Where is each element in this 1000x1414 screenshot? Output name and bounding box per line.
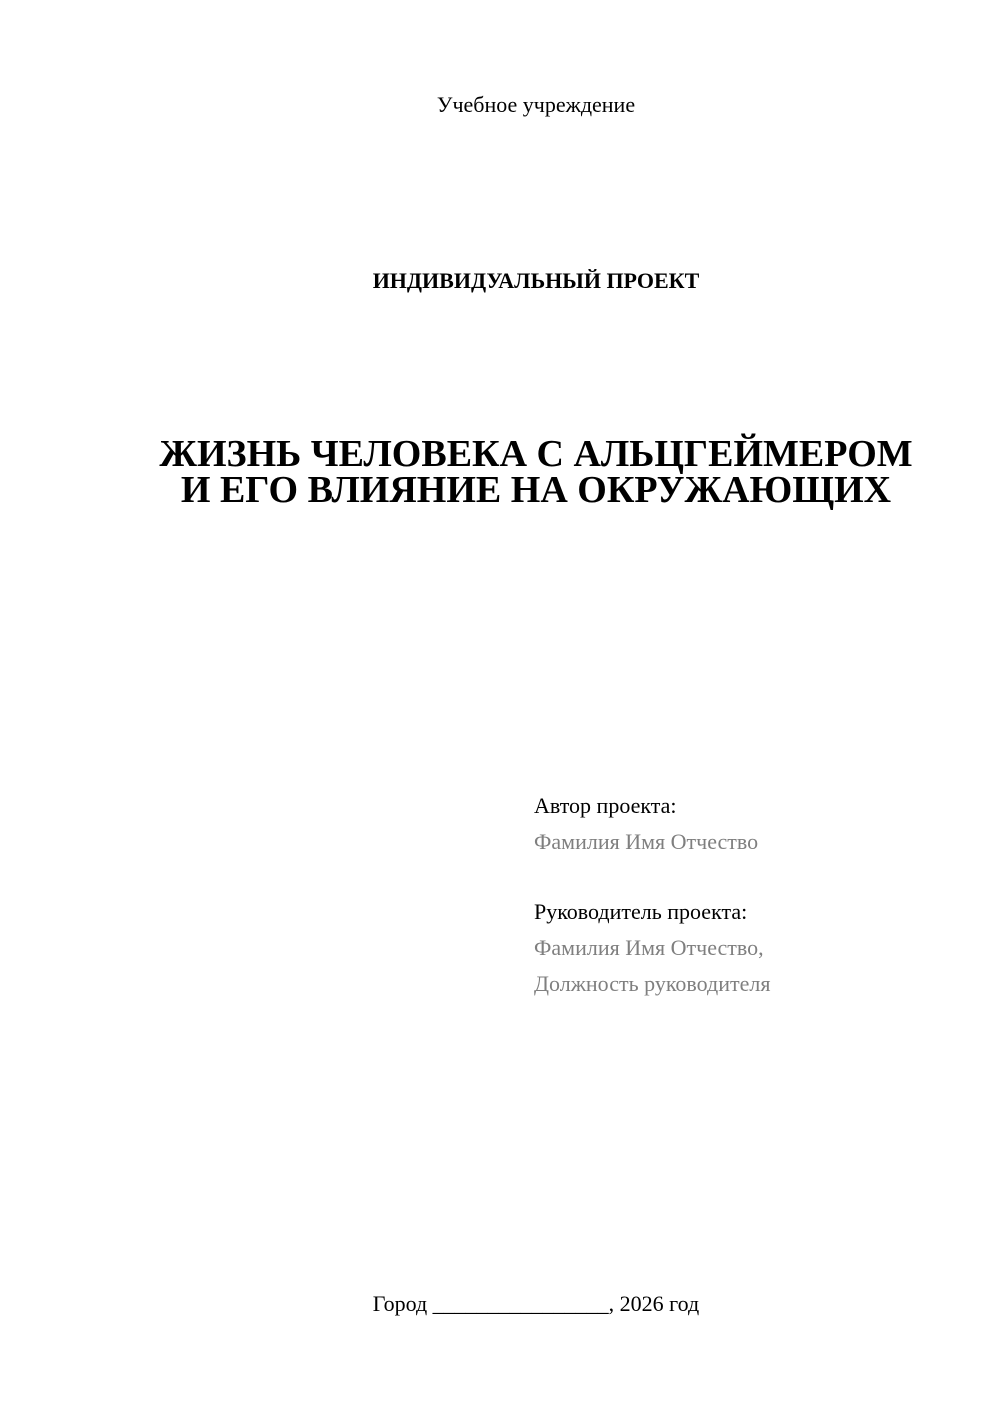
city-year-line: Город ________________, 2026 год (372, 1291, 700, 1316)
institution-name: Учебное учреждение (436, 92, 636, 117)
credits-block (534, 788, 974, 1002)
supervisor-name: Фамилия Имя Отчество, (534, 935, 764, 960)
credits-spacer (534, 860, 974, 894)
author-label: Автор проекта: (534, 793, 677, 818)
supervisor-label: Руководитель проекта: (534, 899, 748, 924)
project-title (0, 433, 1000, 511)
project-title-line-1: ЖИЗНЬ ЧЕЛОВЕКА С АЛЬЦГЕЙМЕРОМ (159, 433, 913, 475)
supervisor-position: Должность руководителя (534, 971, 771, 996)
document-type: ИНДИВИДУАЛЬНЫЙ ПРОЕКТ (372, 268, 700, 293)
author-name: Фамилия Имя Отчество (534, 829, 759, 854)
project-title-line-2: И ЕГО ВЛИЯНИЕ НА ОКРУЖАЮЩИХ (180, 469, 892, 511)
